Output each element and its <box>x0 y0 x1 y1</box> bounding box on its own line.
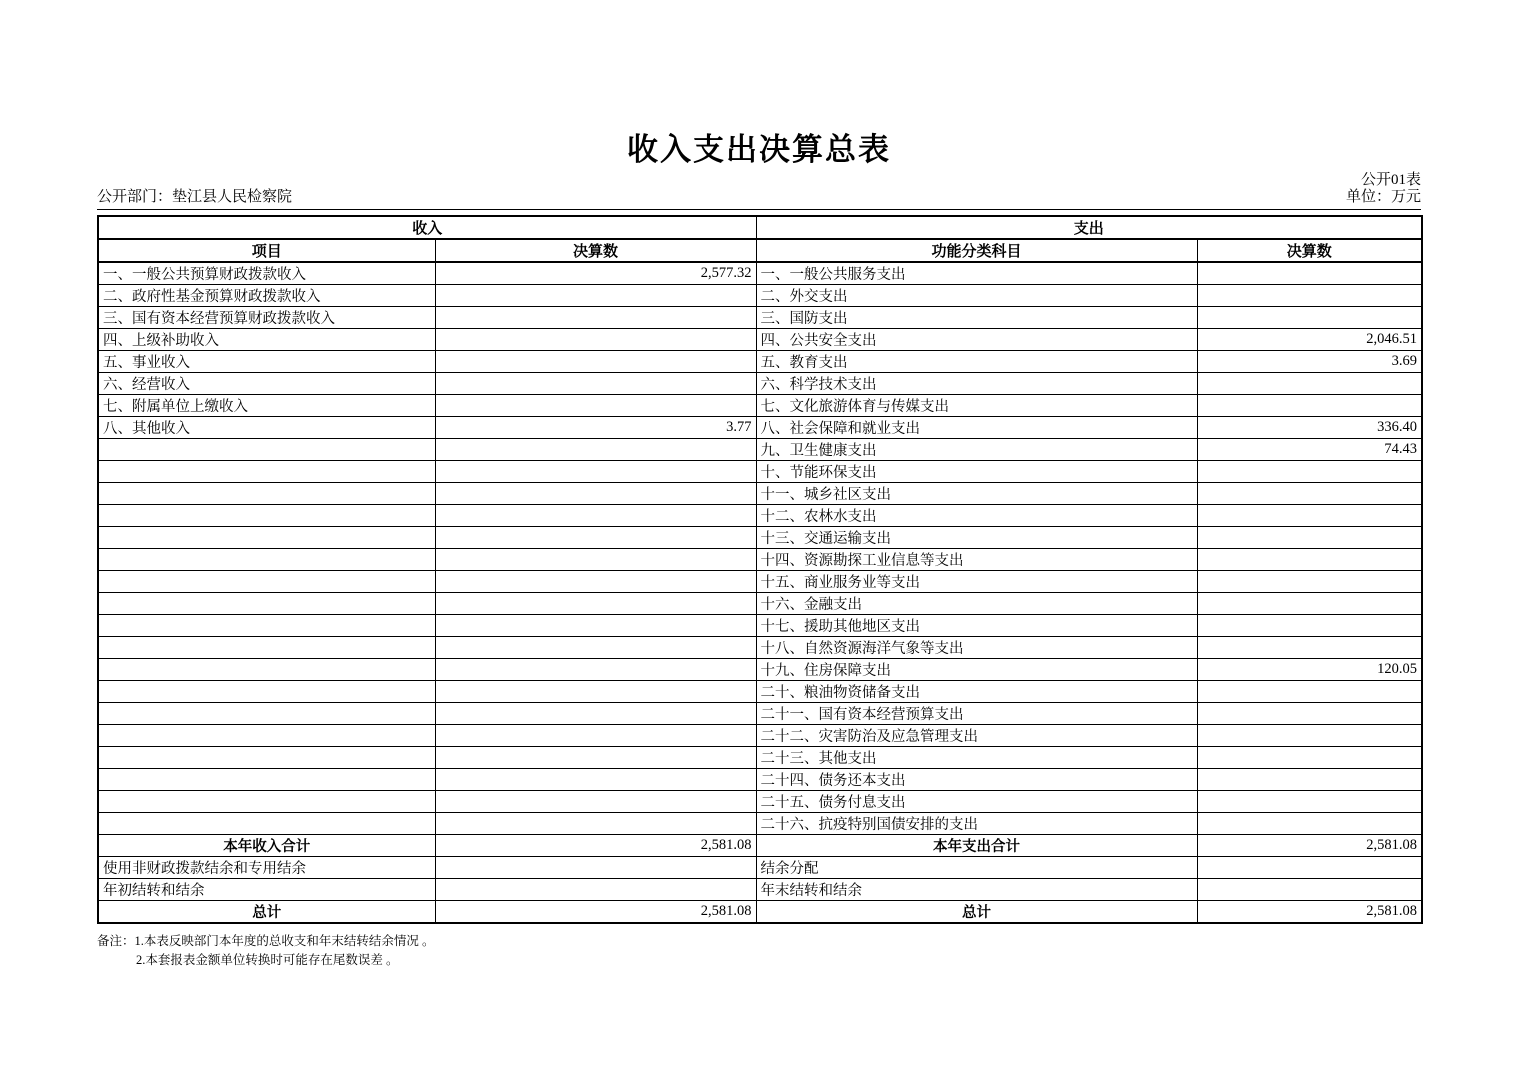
section-header-row <box>98 216 1422 239</box>
table-row <box>98 483 1422 505</box>
expense-item-value <box>1197 703 1422 725</box>
note-line-2: 2.本套报表金额单位转换时可能存在尾数误差 。 <box>136 953 399 967</box>
table-row <box>98 549 1422 571</box>
expense-item-label: 十三、交通运输支出 <box>756 527 1197 549</box>
expense-item-value <box>1197 395 1422 417</box>
column-header-final-right: 决算数 <box>1197 239 1422 262</box>
income-item-value <box>435 637 756 659</box>
balance-row <box>98 857 1422 879</box>
income-item-label <box>98 769 435 791</box>
income-item-value <box>435 483 756 505</box>
income-item-value: 3.77 <box>435 417 756 439</box>
income-item-label: 五、事业收入 <box>98 351 435 373</box>
expense-item-value <box>1197 373 1422 395</box>
grand-total-row <box>98 901 1422 924</box>
table-code: 公开01表 <box>1360 172 1421 188</box>
expense-item-label: 四、公共安全支出 <box>756 329 1197 351</box>
table-row <box>98 725 1422 747</box>
page-title: 收入支出决算总表 <box>627 132 891 167</box>
income-item-value <box>435 703 756 725</box>
income-item-label <box>98 703 435 725</box>
expense-item-value <box>1197 461 1422 483</box>
expense-item-label: 一、一般公共服务支出 <box>756 262 1197 285</box>
income-item-label: 六、经营收入 <box>98 373 435 395</box>
income-section-header: 收入 <box>98 216 756 239</box>
income-item-label <box>98 747 435 769</box>
expense-item-value <box>1197 527 1422 549</box>
table-row <box>98 615 1422 637</box>
expense-item-label: 二、外交支出 <box>756 285 1197 307</box>
income-item-label <box>98 439 435 461</box>
income-item-label: 二、政府性基金预算财政拨款收入 <box>98 285 435 307</box>
table-row <box>98 262 1422 285</box>
expense-item-value <box>1197 813 1422 835</box>
income-item-label: 八、其他收入 <box>98 417 435 439</box>
income-item-label <box>98 527 435 549</box>
notes-label: 备注： <box>97 934 135 948</box>
expense-item-label: 七、文化旅游体育与传媒支出 <box>756 395 1197 417</box>
expense-item-value <box>1197 571 1422 593</box>
income-item-label <box>98 791 435 813</box>
income-item-value <box>435 593 756 615</box>
income-item-value <box>435 571 756 593</box>
expense-item-label: 十、节能环保支出 <box>756 461 1197 483</box>
income-item-value <box>435 791 756 813</box>
expense-item-value: 2,046.51 <box>1197 329 1422 351</box>
income-item-label <box>98 813 435 835</box>
income-item-value <box>435 505 756 527</box>
income-item-value <box>435 747 756 769</box>
unit-label: 单位：万元 <box>1345 189 1421 205</box>
income-item-value <box>435 307 756 329</box>
expense-item-label: 六、科学技术支出 <box>756 373 1197 395</box>
table-row <box>98 791 1422 813</box>
income-item-label: 四、上级补助收入 <box>98 329 435 351</box>
year-begin-carryover-value <box>435 879 756 901</box>
expense-item-value <box>1197 791 1422 813</box>
income-item-label: 七、附属单位上缴收入 <box>98 395 435 417</box>
income-item-value <box>435 527 756 549</box>
expense-item-label: 二十、粮油物资储备支出 <box>756 681 1197 703</box>
expense-item-value <box>1197 725 1422 747</box>
income-item-value <box>435 769 756 791</box>
expense-item-label: 十六、金融支出 <box>756 593 1197 615</box>
column-header-function: 功能分类科目 <box>756 239 1197 262</box>
nonfiscal-balance-label: 使用非财政拨款结余和专用结余 <box>98 857 435 879</box>
expense-item-value: 336.40 <box>1197 417 1422 439</box>
expense-item-value <box>1197 769 1422 791</box>
expense-item-label: 十二、农林水支出 <box>756 505 1197 527</box>
table-row <box>98 505 1422 527</box>
expense-item-value <box>1197 307 1422 329</box>
income-item-value <box>435 395 756 417</box>
table-row <box>98 373 1422 395</box>
table-row <box>98 681 1422 703</box>
table-row <box>98 747 1422 769</box>
income-item-value <box>435 615 756 637</box>
income-item-label <box>98 549 435 571</box>
income-item-value <box>435 813 756 835</box>
expense-item-label: 二十三、其他支出 <box>756 747 1197 769</box>
table-row <box>98 285 1422 307</box>
income-item-label <box>98 637 435 659</box>
table-row <box>98 527 1422 549</box>
table-row <box>98 571 1422 593</box>
table-row <box>98 593 1422 615</box>
year-end-carryover-label: 年末结转和结余 <box>756 879 1197 901</box>
income-item-value <box>435 329 756 351</box>
income-item-label <box>98 659 435 681</box>
expense-item-label: 二十二、灾害防治及应急管理支出 <box>756 725 1197 747</box>
income-item-value: 2,577.32 <box>435 262 756 285</box>
income-item-value <box>435 725 756 747</box>
expense-total-value: 2,581.08 <box>1197 835 1422 857</box>
expense-item-value: 120.05 <box>1197 659 1422 681</box>
income-item-value <box>435 373 756 395</box>
income-item-value <box>435 549 756 571</box>
expense-item-value: 3.69 <box>1197 351 1422 373</box>
expense-item-label: 十八、自然资源海洋气象等支出 <box>756 637 1197 659</box>
expense-item-value <box>1197 483 1422 505</box>
carryover-row <box>98 879 1422 901</box>
expense-item-label: 十四、资源勘探工业信息等支出 <box>756 549 1197 571</box>
summary-table <box>97 215 1423 924</box>
expense-item-label: 五、教育支出 <box>756 351 1197 373</box>
table-row <box>98 395 1422 417</box>
grand-total-value-income: 2,581.08 <box>435 901 756 924</box>
income-item-value <box>435 439 756 461</box>
income-item-value <box>435 681 756 703</box>
expense-total-label: 本年支出合计 <box>756 835 1197 857</box>
expense-item-label: 九、卫生健康支出 <box>756 439 1197 461</box>
expense-item-value <box>1197 505 1422 527</box>
expense-item-value <box>1197 747 1422 769</box>
year-end-carryover-value <box>1197 879 1422 901</box>
income-item-label <box>98 725 435 747</box>
table-row <box>98 703 1422 725</box>
income-item-value <box>435 461 756 483</box>
expense-item-value <box>1197 681 1422 703</box>
table-row <box>98 637 1422 659</box>
table-row <box>98 351 1422 373</box>
income-total-label: 本年收入合计 <box>98 835 435 857</box>
column-header-row <box>98 239 1422 262</box>
nonfiscal-balance-value <box>435 857 756 879</box>
grand-total-value-expense: 2,581.08 <box>1197 901 1422 924</box>
income-item-label <box>98 593 435 615</box>
expense-item-label: 二十六、抗疫特别国债安排的支出 <box>756 813 1197 835</box>
department-label: 公开部门：垫江县人民检察院 <box>97 189 293 205</box>
report-sheet <box>97 0 1421 970</box>
income-item-label <box>98 615 435 637</box>
expense-item-label: 十一、城乡社区支出 <box>756 483 1197 505</box>
income-expense-total-row <box>98 835 1422 857</box>
income-item-label <box>98 571 435 593</box>
expense-item-label: 三、国防支出 <box>756 307 1197 329</box>
income-item-value <box>435 285 756 307</box>
surplus-distribution-value <box>1197 857 1422 879</box>
notes <box>97 932 1421 970</box>
table-row <box>98 813 1422 835</box>
income-item-value <box>435 351 756 373</box>
income-item-label: 一、一般公共预算财政拨款收入 <box>98 262 435 285</box>
income-item-label <box>98 461 435 483</box>
expense-item-value <box>1197 593 1422 615</box>
table-row <box>98 417 1422 439</box>
table-row <box>98 769 1422 791</box>
income-item-label <box>98 681 435 703</box>
table-row <box>98 329 1422 351</box>
table-row <box>98 439 1422 461</box>
expense-item-label: 二十五、债务付息支出 <box>756 791 1197 813</box>
expense-item-value <box>1197 549 1422 571</box>
expense-item-value <box>1197 262 1422 285</box>
expense-item-label: 十九、住房保障支出 <box>756 659 1197 681</box>
income-item-label <box>98 483 435 505</box>
expense-item-value <box>1197 615 1422 637</box>
expense-section-header: 支出 <box>756 216 1422 239</box>
table-row <box>98 659 1422 681</box>
income-item-label <box>98 505 435 527</box>
expense-item-value <box>1197 637 1422 659</box>
table-row <box>98 307 1422 329</box>
column-header-item: 项目 <box>98 239 435 262</box>
expense-item-label: 十五、商业服务业等支出 <box>756 571 1197 593</box>
surplus-distribution-label: 结余分配 <box>756 857 1197 879</box>
expense-item-label: 八、社会保障和就业支出 <box>756 417 1197 439</box>
expense-item-value: 74.43 <box>1197 439 1422 461</box>
year-begin-carryover-label: 年初结转和结余 <box>98 879 435 901</box>
expense-item-label: 二十一、国有资本经营预算支出 <box>756 703 1197 725</box>
grand-total-label-expense: 总计 <box>756 901 1197 924</box>
expense-item-label: 二十四、债务还本支出 <box>756 769 1197 791</box>
income-total-value: 2,581.08 <box>435 835 756 857</box>
grand-total-label-income: 总计 <box>98 901 435 924</box>
expense-item-value <box>1197 285 1422 307</box>
income-item-label: 三、国有资本经营预算财政拨款收入 <box>98 307 435 329</box>
note-line-1: 备注：1.本表反映部门本年度的总收支和年末结转结余情况 。 <box>97 934 435 948</box>
info-line <box>97 189 1421 210</box>
column-header-final-left: 决算数 <box>435 239 756 262</box>
expense-item-label: 十七、援助其他地区支出 <box>756 615 1197 637</box>
income-item-value <box>435 659 756 681</box>
table-row <box>98 461 1422 483</box>
